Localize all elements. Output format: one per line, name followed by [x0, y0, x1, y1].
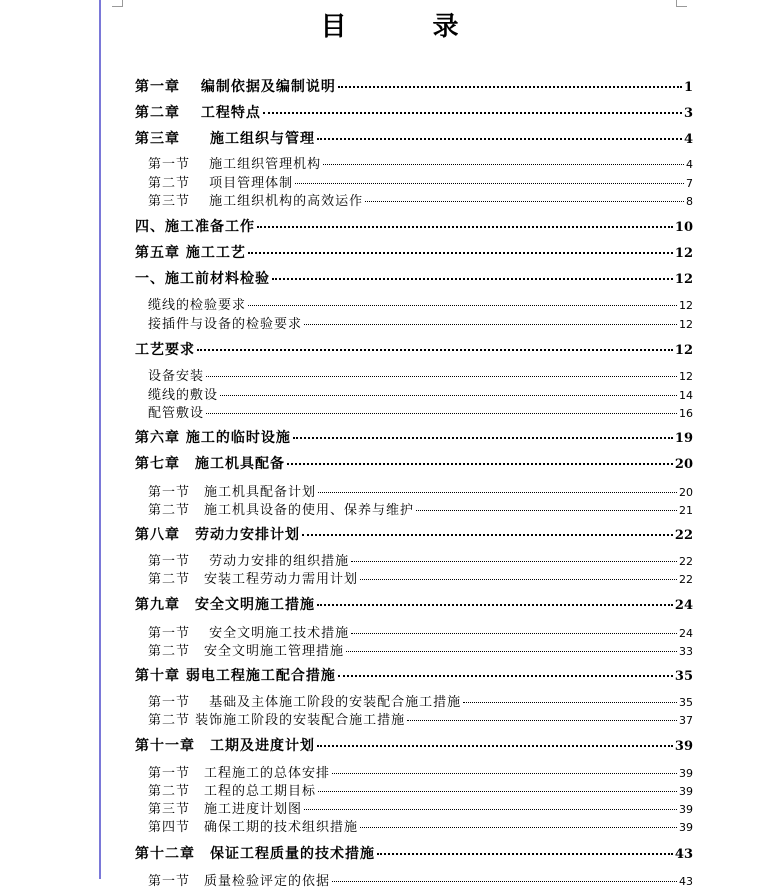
toc-page-number: 19: [674, 431, 693, 446]
toc-section-entry[interactable]: [135, 402, 693, 421]
toc-dot-leader: [346, 651, 677, 652]
toc-page-number: 4: [683, 132, 693, 147]
toc-entry-label: 第一节 施工机具配备计划: [148, 485, 317, 500]
toc-dot-leader: [377, 853, 673, 855]
toc-chapter-entry[interactable]: [135, 102, 693, 122]
toc-dot-leader: [220, 395, 677, 396]
toc-entry-label: 第十章 弱电工程施工配合措施: [135, 668, 336, 684]
toc-page-number: 20: [679, 486, 693, 499]
toc-entry-label: 第三节 施工进度计划图: [148, 802, 303, 817]
toc-page-number: 12: [674, 343, 693, 358]
toc-section-entry[interactable]: [135, 798, 693, 817]
toc-entry-label: 工艺要求: [135, 342, 195, 358]
toc-entry-label: 第一节 劳动力安排的组织措施: [148, 554, 350, 569]
toc-dot-leader: [463, 702, 677, 703]
toc-page-number: 1: [683, 80, 693, 95]
toc-section-entry[interactable]: [135, 190, 693, 209]
toc-dot-leader: [318, 791, 677, 792]
toc-section-entry[interactable]: [135, 780, 693, 799]
toc-page-number: 14: [679, 389, 693, 402]
toc-entry-label: 四、施工准备工作: [135, 219, 255, 235]
toc-dot-leader: [206, 376, 677, 377]
toc-page-number: 12: [679, 318, 693, 331]
toc-entry-label: 第八章 劳动力安排计划: [135, 527, 300, 543]
toc-page-number: 10: [674, 220, 693, 235]
toc-entry-label: 一、施工前材料检验: [135, 271, 270, 287]
toc-entry-label: 第十二章 保证工程质量的技术措施: [135, 846, 375, 862]
toc-page-number: 12: [674, 246, 693, 261]
toc-page-number: 20: [674, 457, 693, 472]
toc-entry-label: 第二章 工程特点: [135, 105, 261, 121]
toc-entry-label: 配管敷设: [148, 406, 205, 421]
toc-page-number: 3: [683, 106, 693, 121]
toc-entry-label: 第二节 安装工程劳动力需用计划: [148, 572, 359, 587]
toc-entry-label: 第二节 安全文明施工管理措施: [148, 644, 345, 659]
toc-chapter-entry[interactable]: [135, 128, 693, 148]
toc-dot-leader: [287, 463, 673, 465]
toc-page-number: 35: [679, 696, 693, 709]
toc-entry-label: 第一节 质量检验评定的依据: [148, 874, 331, 889]
toc-dot-leader: [263, 112, 682, 114]
toc-page-number: 39: [679, 803, 693, 816]
toc-entry-label: 第三章 施工组织与管理: [135, 131, 315, 147]
toc-dot-leader: [338, 675, 673, 677]
toc-entry-label: 第一节 安全文明施工技术措施: [148, 626, 350, 641]
toc-dot-leader: [272, 278, 673, 280]
toc-entry-label: 第二节 项目管理体制: [148, 176, 294, 191]
toc-entry-label: 第三节 施工组织机构的高效运作: [148, 194, 364, 209]
toc-entry-label: 第二节 工程的总工期目标: [148, 784, 317, 799]
toc-page-number: 35: [674, 669, 693, 684]
toc-entry-label: 第二节 施工机具设备的使用、保养与维护: [148, 503, 415, 518]
toc-page-number: 43: [679, 875, 693, 888]
toc-chapter-entry[interactable]: [135, 427, 693, 447]
toc-entry-label: 第五章 施工工艺: [135, 245, 246, 261]
toc-section-entry[interactable]: [135, 550, 693, 569]
toc-dot-leader: [293, 437, 673, 439]
toc-entry-label: 设备安装: [148, 369, 205, 384]
toc-section-entry[interactable]: [135, 640, 693, 659]
toc-entry-label: 缆线的敷设: [148, 388, 219, 403]
toc-dot-leader: [332, 773, 677, 774]
toc-chapter-entry[interactable]: [135, 453, 693, 473]
toc-dot-leader: [317, 745, 673, 747]
toc-section-entry[interactable]: [135, 153, 693, 172]
toc-chapter-entry[interactable]: [135, 242, 693, 262]
toc-page-number: 16: [679, 407, 693, 420]
toc-dot-leader: [197, 349, 673, 351]
toc-section-entry[interactable]: [135, 691, 693, 710]
toc-page-number: 39: [674, 739, 693, 754]
toc-entry-label: 接插件与设备的检验要求: [148, 317, 303, 332]
toc-chapter-entry[interactable]: [135, 594, 693, 614]
document-title: 目 录: [320, 12, 489, 42]
toc-dot-leader: [248, 305, 677, 306]
toc-page-number: 37: [679, 714, 693, 727]
toc-dot-leader: [332, 881, 677, 882]
toc-dot-leader: [416, 510, 677, 511]
toc-chapter-entry[interactable]: [135, 216, 693, 236]
toc-dot-leader: [365, 201, 684, 202]
toc-page-number: 24: [674, 598, 693, 613]
toc-chapter-entry[interactable]: [135, 524, 693, 544]
toc-section-entry[interactable]: [135, 762, 693, 781]
toc-entry-label: 第七章 施工机具配备: [135, 456, 285, 472]
toc-section-entry[interactable]: [135, 870, 693, 889]
toc-page-number: 4: [686, 158, 693, 171]
toc-dot-leader: [248, 252, 673, 254]
toc-entry-label: 第十一章 工期及进度计划: [135, 738, 315, 754]
toc-dot-leader: [304, 324, 677, 325]
page-margin-rule: [99, 0, 101, 879]
toc-page-number: 22: [679, 555, 693, 568]
toc-dot-leader: [351, 633, 677, 634]
toc-dot-leader: [317, 138, 682, 140]
toc-dot-leader: [304, 809, 677, 810]
toc-page-number: 22: [679, 573, 693, 586]
toc-section-entry[interactable]: [135, 365, 693, 384]
toc-chapter-entry[interactable]: [135, 843, 693, 863]
toc-dot-leader: [206, 413, 677, 414]
toc-page-number: 24: [679, 627, 693, 640]
toc-entry-label: 第二节 装饰施工阶段的安装配合施工措施: [148, 713, 406, 728]
toc-chapter-entry[interactable]: [135, 339, 693, 359]
toc-section-entry[interactable]: [135, 384, 693, 403]
toc-chapter-entry[interactable]: [135, 735, 693, 755]
toc-chapter-entry[interactable]: [135, 665, 693, 685]
toc-section-entry[interactable]: [135, 622, 693, 641]
toc-dot-leader: [360, 827, 677, 828]
toc-dot-leader: [360, 579, 677, 580]
toc-section-entry[interactable]: [135, 568, 693, 587]
toc-section-entry[interactable]: [135, 481, 693, 500]
toc-section-entry[interactable]: [135, 172, 693, 191]
toc-page-number: 7: [686, 177, 693, 190]
toc-page-number: 39: [679, 821, 693, 834]
toc-page-number: 12: [679, 370, 693, 383]
toc-dot-leader: [338, 86, 682, 88]
toc-dot-leader: [295, 183, 684, 184]
toc-entry-label: 第四节 确保工期的技术组织措施: [148, 820, 359, 835]
toc-section-entry[interactable]: [135, 816, 693, 835]
toc-entry-label: 第一节 基础及主体施工阶段的安装配合施工措施: [148, 695, 462, 710]
toc-dot-leader: [318, 492, 677, 493]
toc-section-entry[interactable]: [135, 313, 693, 332]
toc-page-number: 43: [674, 847, 693, 862]
toc-page-number: 39: [679, 785, 693, 798]
toc-dot-leader: [257, 226, 673, 228]
toc-entry-label: 第六章 施工的临时设施: [135, 430, 291, 446]
toc-page-number: 22: [674, 528, 693, 543]
toc-entry-label: 第九章 安全文明施工措施: [135, 597, 315, 613]
toc-dot-leader: [317, 604, 673, 606]
toc-page-number: 39: [679, 767, 693, 780]
toc-section-entry[interactable]: [135, 294, 693, 313]
toc-entry-label: 第一节 工程施工的总体安排: [148, 766, 331, 781]
toc-page-number: 21: [679, 504, 693, 517]
toc-dot-leader: [302, 534, 673, 536]
toc-chapter-entry[interactable]: [135, 268, 693, 288]
toc-page-number: 33: [679, 645, 693, 658]
toc-section-entry[interactable]: [135, 709, 693, 728]
toc-entry-label: 第一章 编制依据及编制说明: [135, 79, 336, 95]
toc-page-number: 8: [686, 195, 693, 208]
toc-section-entry[interactable]: [135, 499, 693, 518]
toc-entry-label: 缆线的检验要求: [148, 298, 247, 313]
toc-chapter-entry[interactable]: [135, 76, 693, 96]
toc-page-number: 12: [679, 299, 693, 312]
toc-page-number: 12: [674, 272, 693, 287]
toc-dot-leader: [351, 561, 677, 562]
toc-dot-leader: [407, 720, 677, 721]
toc-entry-label: 第一节 施工组织管理机构: [148, 157, 322, 172]
toc-dot-leader: [323, 164, 684, 165]
